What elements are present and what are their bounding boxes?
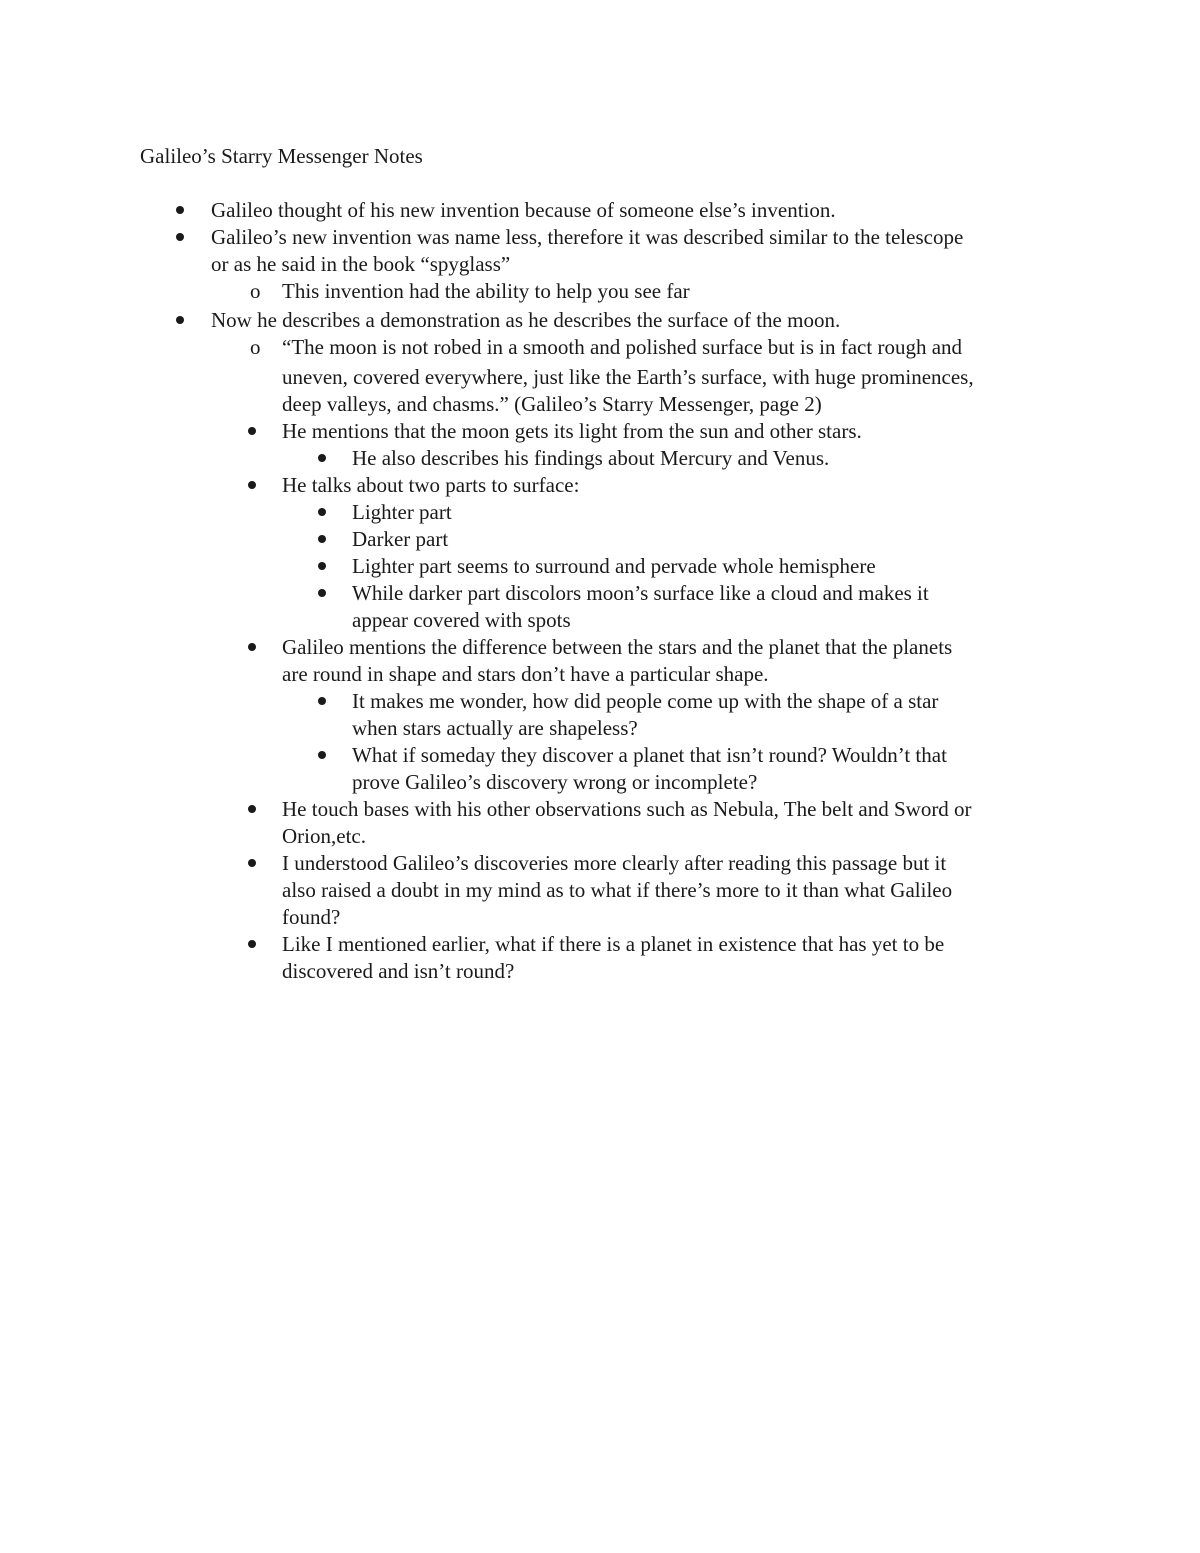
list-item-text: prove Galileo’s discovery wrong or incomplete?: [352, 770, 758, 794]
list-item-text: He mentions that the moon gets its light from the sun and other stars.: [282, 419, 862, 443]
circle-marker-icon: o: [250, 335, 261, 359]
bullet-icon: [176, 206, 184, 214]
list-item-text: While darker part discolors moon’s surface like a cloud and makes it: [352, 581, 929, 605]
bullet-icon: [318, 508, 326, 516]
list-item-text: He talks about two parts to surface:: [282, 473, 580, 497]
list-item-text: He touch bases with his other observations such as Nebula, The belt and Sword or: [282, 797, 972, 821]
bullet-icon: [318, 751, 326, 759]
list-item-text: What if someday they discover a planet that isn’t round? Wouldn’t that: [352, 743, 947, 767]
bullet-icon: [176, 316, 184, 324]
list-item-text: appear covered with spots: [352, 608, 571, 632]
bullet-icon: [248, 805, 256, 813]
list-item-text: Now he describes a demonstration as he describes the surface of the moon.: [211, 308, 841, 332]
list-item-text: Orion,etc.: [282, 824, 366, 848]
list-item-text: found?: [282, 905, 341, 929]
bullet-icon: [318, 535, 326, 543]
list-item-text: discovered and isn’t round?: [282, 959, 515, 983]
list-item-text: Lighter part seems to surround and pervade whole hemisphere: [352, 554, 876, 578]
bullet-icon: [318, 589, 326, 597]
bullet-icon: [248, 427, 256, 435]
list-item-text: This invention had the ability to help you see far: [282, 279, 690, 303]
document-title: Galileo’s Starry Messenger Notes: [140, 144, 423, 168]
list-item-text: also raised a doubt in my mind as to what if there’s more to it than what Galileo: [282, 878, 953, 902]
list-item-text: Like I mentioned earlier, what if there is a planet in existence that has yet to be: [282, 932, 945, 956]
list-item-text: deep valleys, and chasms.” (Galileo’s Starry Messenger, page 2): [282, 392, 822, 416]
list-item-text: He also describes his findings about Mercury and Venus.: [352, 446, 830, 470]
list-item-text: It makes me wonder, how did people come up with the shape of a star: [352, 689, 939, 713]
list-item-text: Galileo thought of his new invention because of someone else’s invention.: [211, 198, 836, 222]
circle-marker-icon: o: [250, 279, 261, 303]
list-item-text: Darker part: [352, 527, 449, 551]
list-item-text: Galileo’s new invention was name less, therefore it was described similar to the telescope: [211, 225, 964, 249]
bullet-icon: [318, 697, 326, 705]
list-item-text: Galileo mentions the difference between the stars and the planet that the planets: [282, 635, 953, 659]
bullet-icon: [318, 454, 326, 462]
bullet-icon: [248, 940, 256, 948]
list-item-text: are round in shape and stars don’t have a particular shape.: [282, 662, 769, 686]
list-item-text: “The moon is not robed in a smooth and polished surface but is in fact rough and: [282, 335, 963, 359]
bullet-icon: [248, 481, 256, 489]
list-item-text: when stars actually are shapeless?: [352, 716, 638, 740]
bullet-icon: [176, 233, 184, 241]
list-item-text: I understood Galileo’s discoveries more clearly after reading this passage but it: [282, 851, 947, 875]
list-item-text: uneven, covered everywhere, just like the Earth’s surface, with huge prominences,: [282, 365, 974, 389]
bullet-icon: [248, 643, 256, 651]
list-item-text: or as he said in the book “spyglass”: [211, 252, 511, 276]
bullet-icon: [248, 859, 256, 867]
list-item-text: Lighter part: [352, 500, 452, 524]
bullet-icon: [318, 562, 326, 570]
